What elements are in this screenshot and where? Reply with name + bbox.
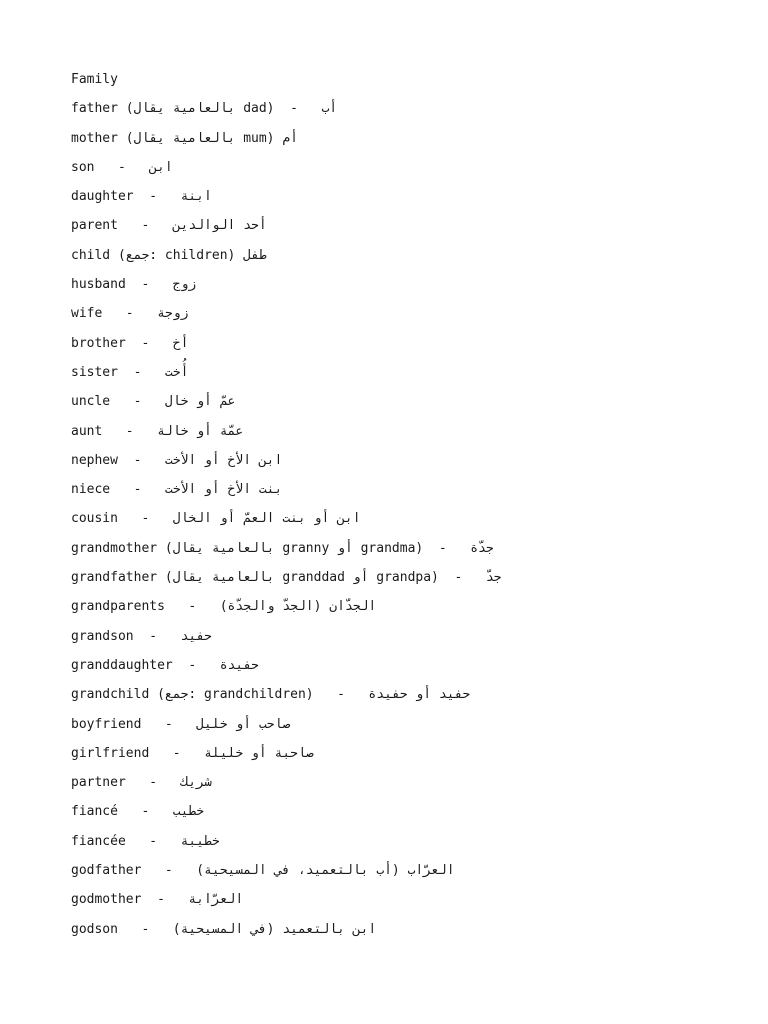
vocab-line: niece - بنت الأخ أو الأخت (71, 482, 283, 498)
vocab-line: mother (بالعامية يقال mum) أم (71, 130, 298, 146)
vocab-line: sister - أُخت (71, 364, 189, 380)
vocab-line: partner - شريك (71, 775, 212, 791)
vocab-line: uncle - عمّ أو خال (71, 394, 236, 410)
vocab-line: father (بالعامية يقال dad) - أب (71, 101, 338, 117)
section-title: Family (71, 72, 118, 87)
vocabulary-list (71, 70, 731, 949)
vocab-line: fiancé - خطيب (71, 804, 205, 820)
vocab-line: husband - زوج (71, 277, 197, 293)
vocab-line: grandparents - الجدّان (الجدّ والجدّة) (71, 599, 377, 615)
vocab-line: godfather - العرّاب (أب بالتعميد، في المسيحية) (71, 863, 455, 879)
vocab-line: child (جمع: children) طفل (71, 247, 267, 263)
vocab-line: grandchild (جمع: grandchildren) - حفيد أو حفيدة (71, 687, 471, 703)
vocab-line: son - ابن (71, 159, 173, 175)
vocab-line: brother - أخ (71, 335, 189, 351)
vocab-line: godmother - العرّابة (71, 892, 244, 908)
vocab-line: grandmother (بالعامية يقال granny أو grandma) - جدّة (71, 540, 494, 556)
vocab-line: grandson - حفيد (71, 628, 212, 644)
vocab-line: cousin - ابن أو بنت العمّ أو الخال (71, 511, 361, 527)
vocab-line: daughter - ابنة (71, 189, 212, 205)
vocab-line: nephew - ابن الأخ أو الأخت (71, 452, 283, 468)
vocab-line: grandfather (بالعامية يقال granddad أو grandpa) - جدّ (71, 570, 502, 586)
vocab-line: granddaughter - حفيدة (71, 657, 259, 673)
vocab-line: godson - ابن بالتعميد (في المسيحية) (71, 921, 377, 937)
vocab-line: girlfriend - صاحبة أو خليلة (71, 745, 314, 761)
vocab-line: fiancée - خطيبة (71, 833, 220, 849)
vocab-line: wife - زوجة (71, 306, 189, 322)
vocab-line: aunt - عمّة أو خالة (71, 423, 244, 439)
vocab-line: boyfriend - صاحب أو خليل (71, 716, 291, 732)
vocab-line: parent - أحد الوالدين (71, 218, 267, 234)
